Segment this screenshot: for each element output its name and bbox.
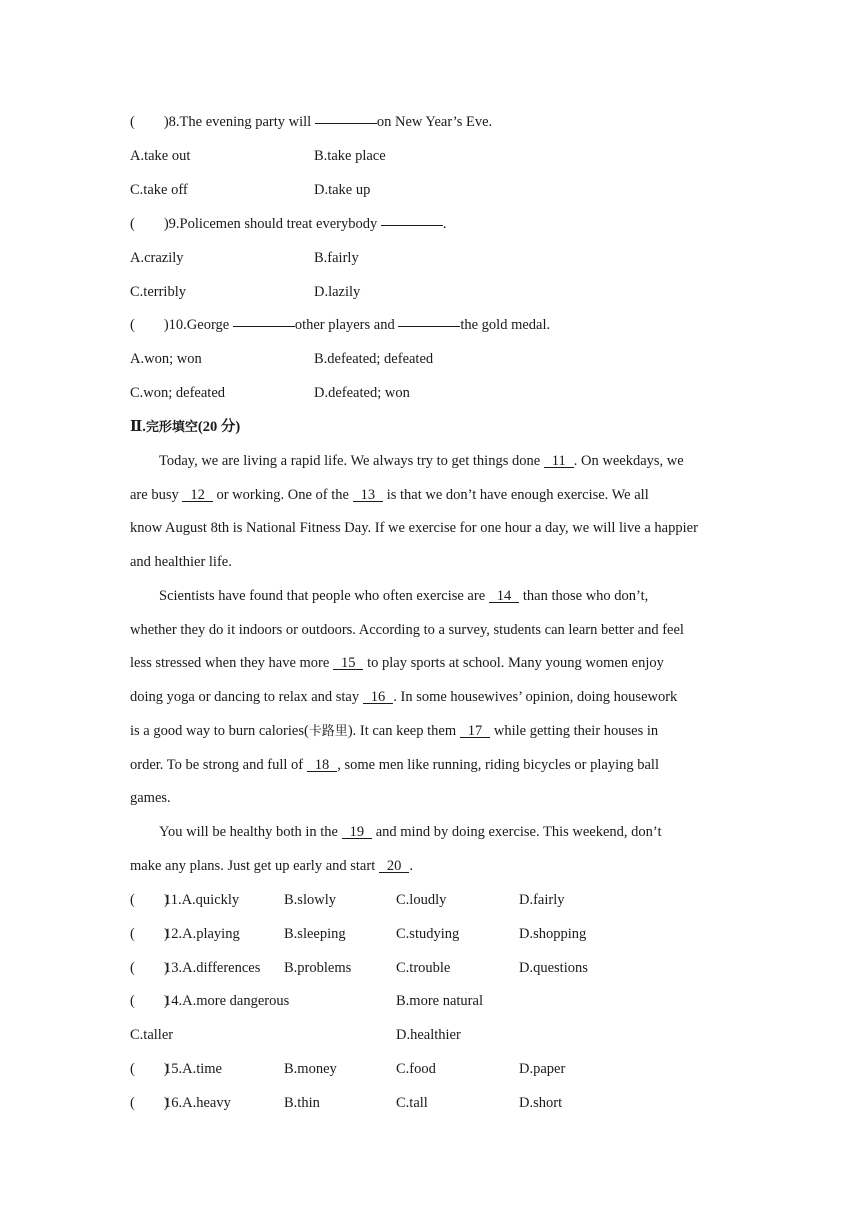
- answer-paren[interactable]: ( ): [130, 892, 169, 908]
- blank-18[interactable]: 18: [307, 756, 338, 774]
- option-a[interactable]: 14.A.more dangerous: [164, 993, 290, 1009]
- option-a[interactable]: 16.A.heavy: [164, 1095, 231, 1111]
- passage-line: less stressed when they have more 15 to play sports at school. Many young women enjoy: [130, 655, 664, 671]
- question-9-stem: ( )9.Policemen should treat everybody .: [130, 216, 447, 232]
- option-c[interactable]: C.terribly: [130, 284, 186, 300]
- option-c[interactable]: C.tall: [396, 1095, 428, 1111]
- option-d[interactable]: D.healthier: [396, 1027, 461, 1043]
- passage-line: You will be healthy both in the 19 and mind by doing exercise. This weekend, don’t: [159, 824, 662, 840]
- option-a[interactable]: A.take out: [130, 148, 191, 164]
- answer-paren[interactable]: ( ): [130, 1061, 169, 1077]
- option-a[interactable]: A.won; won: [130, 351, 202, 367]
- option-b[interactable]: B.sleeping: [284, 926, 346, 942]
- blank-20[interactable]: 20: [379, 857, 410, 875]
- answer-paren[interactable]: ( ): [130, 216, 169, 232]
- passage-line: are busy 12 or working. One of the 13 is that we don’t have enough exercise. We all: [130, 487, 649, 503]
- option-c[interactable]: C.take off: [130, 182, 188, 198]
- passage-line: make any plans. Just get up early and start 20 .: [130, 858, 413, 874]
- option-b[interactable]: B.thin: [284, 1095, 320, 1111]
- option-c[interactable]: C.food: [396, 1061, 436, 1077]
- blank-12[interactable]: 12: [182, 486, 213, 504]
- option-a[interactable]: A.crazily: [130, 250, 184, 266]
- option-a[interactable]: 12.A.playing: [164, 926, 240, 942]
- question-8-stem: ( )8.The evening party will on New Year’s Eve.: [130, 114, 493, 130]
- blank-13[interactable]: 13: [353, 486, 384, 504]
- option-a[interactable]: 13.A.differences: [164, 960, 261, 976]
- passage-line: whether they do it indoors or outdoors. According to a survey, students can learn better and feel: [130, 622, 684, 638]
- option-b[interactable]: B.defeated; defeated: [314, 351, 434, 367]
- blank-11[interactable]: 11: [544, 452, 574, 470]
- blank-17[interactable]: 17: [460, 722, 491, 740]
- option-c[interactable]: C.taller: [130, 1027, 174, 1043]
- passage-line: Today, we are living a rapid life. We always try to get things done 11 . On weekdays, we: [159, 453, 684, 469]
- blank-16[interactable]: 16: [363, 688, 394, 706]
- option-c[interactable]: C.won; defeated: [130, 385, 226, 401]
- option-d[interactable]: D.paper: [519, 1061, 566, 1077]
- option-c[interactable]: C.loudly: [396, 892, 447, 908]
- option-a[interactable]: 15.A.time: [164, 1061, 222, 1077]
- answer-paren[interactable]: ( ): [130, 926, 169, 942]
- option-c[interactable]: C.studying: [396, 926, 460, 942]
- option-d[interactable]: D.questions: [519, 960, 588, 976]
- section-heading: Ⅱ.完形填空(20 分): [130, 419, 241, 435]
- answer-paren[interactable]: ( ): [130, 317, 169, 333]
- option-b[interactable]: B.money: [284, 1061, 337, 1077]
- passage-line: games.: [130, 790, 171, 806]
- option-d[interactable]: D.take up: [314, 182, 371, 198]
- blank-14[interactable]: 14: [489, 587, 520, 605]
- answer-paren[interactable]: ( ): [130, 960, 169, 976]
- question-10-stem: ( )10.George other players and the gold medal.: [130, 317, 551, 333]
- option-b[interactable]: B.slowly: [284, 892, 336, 908]
- answer-paren[interactable]: ( ): [130, 993, 169, 1009]
- option-d[interactable]: D.short: [519, 1095, 563, 1111]
- passage-line: doing yoga or dancing to relax and stay 16 . In some housewives’ opinion, doing housework: [130, 689, 678, 705]
- option-d[interactable]: D.fairly: [519, 892, 565, 908]
- option-d[interactable]: D.lazily: [314, 284, 361, 300]
- option-b[interactable]: B.take place: [314, 148, 386, 164]
- option-a[interactable]: 11.A.quickly: [164, 892, 240, 908]
- option-b[interactable]: B.fairly: [314, 250, 359, 266]
- option-d[interactable]: D.shopping: [519, 926, 587, 942]
- passage-line: know August 8th is National Fitness Day. If we exercise for one hour a day, we will live a happier: [130, 520, 698, 536]
- answer-paren[interactable]: ( ): [130, 1095, 169, 1111]
- option-c[interactable]: C.trouble: [396, 960, 451, 976]
- blank-15[interactable]: 15: [333, 654, 364, 672]
- passage-line: and healthier life.: [130, 554, 232, 570]
- option-b[interactable]: B.more natural: [396, 993, 483, 1009]
- passage-line: is a good way to burn calories(卡路里). It can keep them 17 while getting their houses in: [130, 723, 659, 739]
- option-b[interactable]: B.problems: [284, 960, 352, 976]
- passage-line: order. To be strong and full of 18 , some men like running, riding bicycles or playing ball: [130, 757, 659, 773]
- blank-19[interactable]: 19: [342, 823, 373, 841]
- passage-line: Scientists have found that people who often exercise are 14 than those who don’t,: [159, 588, 649, 604]
- answer-paren[interactable]: ( ): [130, 114, 169, 130]
- option-d[interactable]: D.defeated; won: [314, 385, 410, 401]
